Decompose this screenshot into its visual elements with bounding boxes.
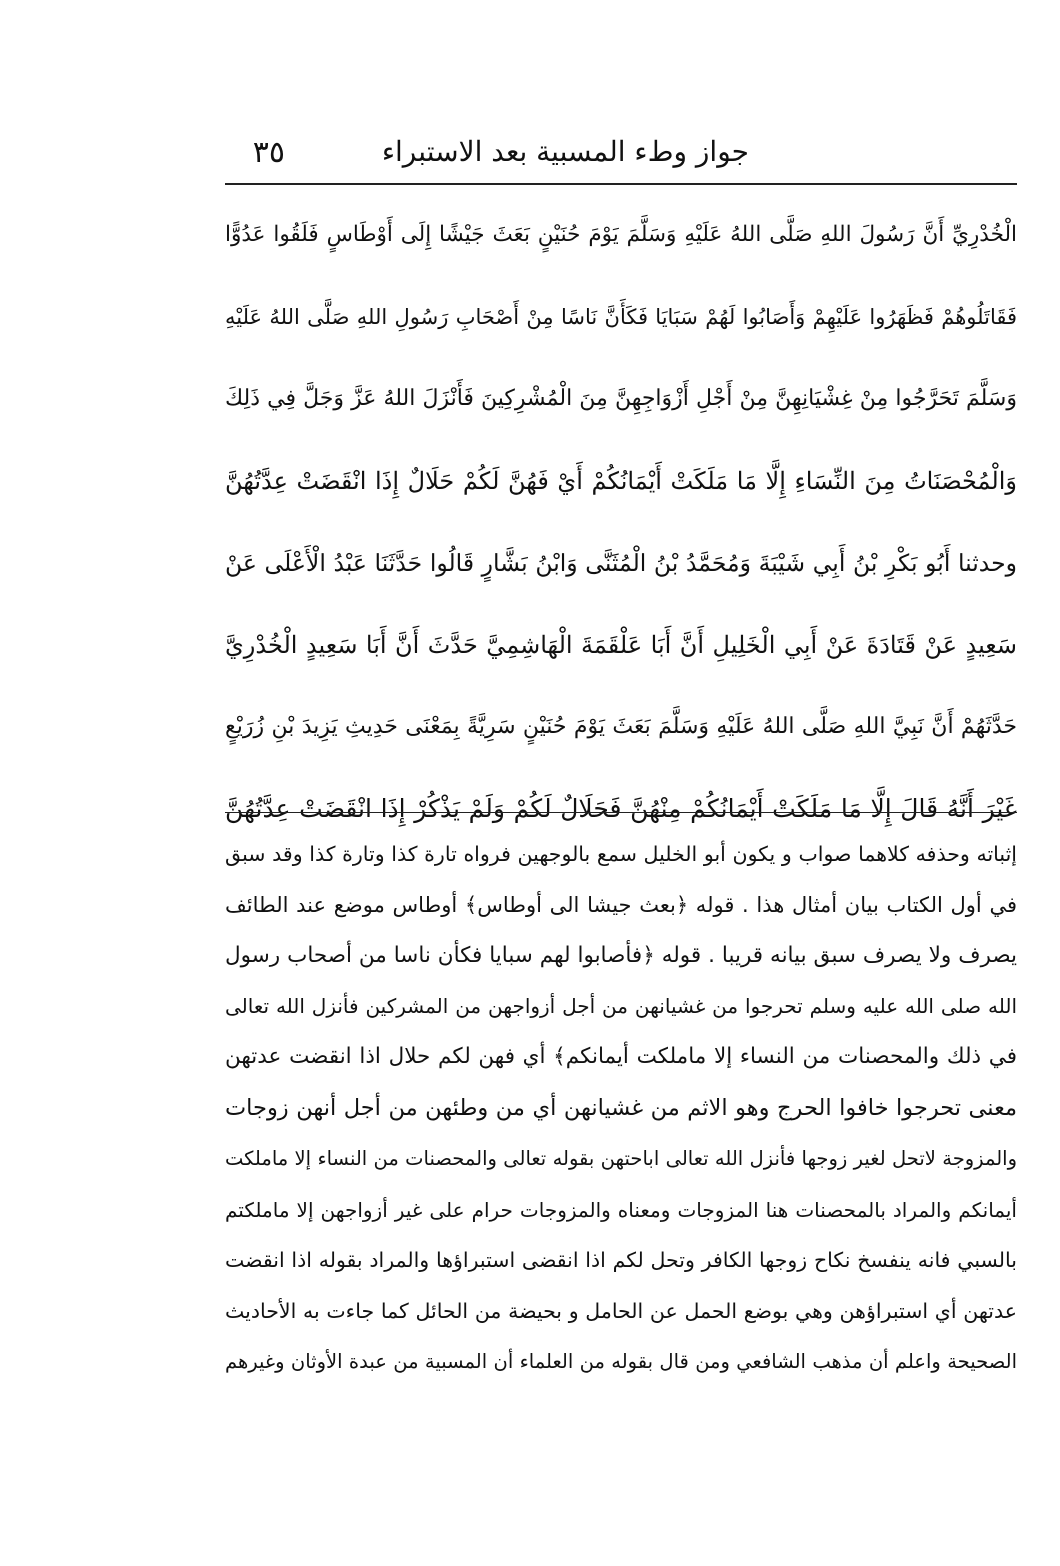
commentary-separator-rule xyxy=(225,812,1017,813)
main-text-line: وَسَلَّمَ تَحَرَّجُوا مِنْ غِشْيَانِهِنَّ مِنْ أَجْلِ أَزْوَاجِهِنَّ مِنَ الْمُشْرِكِينَ فَأَنْزَلَ اللهُ عَزَّ وَجَلَّ فِي ذَلِكَ xyxy=(225,386,1017,411)
main-text-line: فَقَاتَلُوهُمْ فَظَهَرُوا عَلَيْهِمْ وَأَصَابُوا لَهُمْ سَبَايَا فَكَأَنَّ نَاسًا مِنْ أَصْحَابِ رَسُولِ اللهِ صَلَّى اللهُ عَلَيْهِ xyxy=(225,305,1017,329)
commentary-line: والمزوجة لاتحل لغير زوجها فأنزل الله تعالى اباحتهن بقوله تعالى والمحصنات من النساء إلا ماملكت xyxy=(225,1146,1017,1170)
commentary-line: في أول الكتاب بيان أمثال هذا . قوله ﴿بعث جيشا الى أوطاس﴾ أوطاس موضع عند الطائف xyxy=(225,892,1017,917)
commentary-line: أيمانكم والمراد بالمحصنات هنا المزوجات ومعناه والمزوجات حرام على غير أزواجهن إلا ماملكتم xyxy=(225,1197,1017,1222)
main-text-line: سَعِيدٍ عَنْ قَتَادَةَ عَنْ أَبِي الْخَلِيلِ أَنَّ أَبَا عَلْقَمَةَ الْهَاشِمِيَّ حَدَّثَ أَنَّ أَبَا سَعِيدٍ الْخُدْرِيَّ xyxy=(225,631,1017,659)
main-text-line: وَالْمُحْصَنَاتُ مِنَ النِّسَاءِ إِلَّا مَا مَلَكَتْ أَيْمَانُكُمْ أَيْ فَهُنَّ لَكُمْ حَلَالٌ إِذَا انْقَضَتْ عِدَّتُهُنَّ xyxy=(225,467,1017,495)
commentary-line: بالسبي فانه ينفسخ نكاح زوجها الكافر وتحل لكم اذا انقضى استبراؤها والمراد بقوله اذا انقضت xyxy=(225,1248,1017,1273)
commentary-line: في ذلك والمحصنات من النساء إلا ماملكت أيمانكم﴾ أي فهن لكم حلال اذا انقضت عدتهن xyxy=(225,1044,1017,1070)
commentary-text xyxy=(225,824,1017,1383)
main-text-line: حَدَّثَهُمْ أَنَّ نَبِيَّ اللهِ صَلَّى اللهُ عَلَيْهِ وَسَلَّمَ بَعَثَ يَوْمَ حُنَيْنٍ سَرِيَّةً بِمَعْنَى حَدِيثِ يَزِيدَ بْنِ زُرَيْعٍ xyxy=(225,714,1017,739)
page-header xyxy=(225,125,1017,177)
main-text-line: غَيْرَ أَنَّهُ قَالَ إِلَّا مَا مَلَكَتْ أَيْمَانُكُمْ مِنْهُنَّ فَحَلَالٌ لَكُمْ وَلَمْ يَذْكُرْ إِذَا انْقَضَتْ عِدَّتُهُنَّ xyxy=(225,794,1017,823)
hadith-main-text xyxy=(225,190,1017,846)
commentary-line: عدتهن أي استبراؤهن وهي بوضع الحمل عن الحامل و بحيضة من الحائل كما جاءت به الأحاديث xyxy=(225,1299,1017,1324)
commentary-line: الصحيحة واعلم أن مذهب الشافعي ومن قال بقوله من العلماء أن المسبية من عبدة الأوثان وغيرهم xyxy=(225,1349,1017,1373)
page-number: ٣٥ xyxy=(252,135,285,170)
commentary-line: الله صلى الله عليه وسلم تحرجوا من غشيانهن من أجل أزواجهن من المشركين فأنزل الله تعالى xyxy=(225,994,1017,1019)
commentary-line: إثباته وحذفه كلاهما صواب و يكون أبو الخليل سمع بالوجهين فرواه تارة كذا وتارة كذا وقد سبق xyxy=(225,842,1017,866)
commentary-line: معنى تحرجوا خافوا الحرج وهو الاثم من غشيانهن أي من وطئهن من أجل أنهن زوجات xyxy=(225,1094,1017,1121)
main-text-line: الْخُدْرِيِّ أَنَّ رَسُولَ اللهِ صَلَّى اللهُ عَلَيْهِ وَسَلَّمَ يَوْمَ حُنَيْنٍ بَعَثَ جَيْشًا إِلَى أَوْطَاسٍ فَلَقُوا عَدُوًّا xyxy=(225,222,1017,247)
header-rule xyxy=(225,183,1017,185)
main-text-line: وحدثنا أَبُو بَكْرِ بْنُ أَبِي شَيْبَةَ وَمُحَمَّدُ بْنُ الْمُثَنَّى وَابْنُ بَشَّارٍ قَالُوا حَدَّثَنَا عَبْدُ الْأَعْلَى عَنْ xyxy=(225,549,1017,577)
running-title: جواز وطء المسبية بعد الاستبراء xyxy=(381,135,749,168)
commentary-line: يصرف ولا يصرف سبق بيانه قريبا . قوله ﴿فأصابوا لهم سبايا فكأن ناسا من أصحاب رسول xyxy=(225,942,1017,968)
